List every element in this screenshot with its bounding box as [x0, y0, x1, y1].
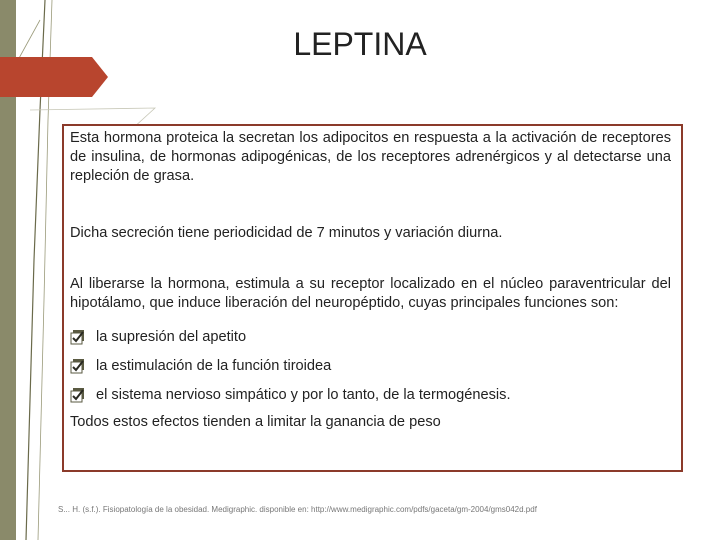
list-item-text: la supresión del apetito: [96, 329, 247, 345]
citation-footer: S... H. (s.f.). Fisiopatología de la obesidad. Medigraphic. disponible en: http://www.medigraphic.com/pdfs/gaceta/gm-2004/gms042d.pdf: [58, 505, 537, 514]
content-box: [62, 124, 683, 472]
list-item-text: la estimulación de la función tiroidea: [96, 358, 332, 374]
list-item: [70, 352, 671, 381]
list-item-text: el sistema nervioso simpático y por lo tanto, de la termogénesis.: [96, 387, 511, 403]
slide-title: LEPTINA: [293, 26, 427, 62]
paragraph-periodicity: Dicha secreción tiene periodicidad de 7 minutos y variación diurna.: [70, 225, 503, 241]
list-item: [70, 323, 671, 352]
list-item: [70, 381, 671, 410]
paragraph-conclusion: Todos estos efectos tienden a limitar la ganancia de peso: [70, 414, 441, 430]
functions-list: [70, 323, 671, 410]
checkbox-bullet-icon: [70, 329, 88, 347]
checkbox-bullet-icon: [70, 387, 88, 405]
title-accent-tab: [0, 57, 108, 97]
paragraph-receptor: Al liberarse la hormona, estimula a su receptor localizado en el núcleo paraventricular del hipotálamo, que induce liberación del neuropéptido, cuyas principales funciones son:: [70, 276, 671, 311]
paragraph-secretion: Esta hormona proteica la secretan los adipocitos en respuesta a la activación de receptores de insulina, de hormonas adipogénicas, de los receptores adrenérgicos y al detectarse una repleción de grasa.: [70, 130, 671, 184]
checkbox-bullet-icon: [70, 358, 88, 376]
